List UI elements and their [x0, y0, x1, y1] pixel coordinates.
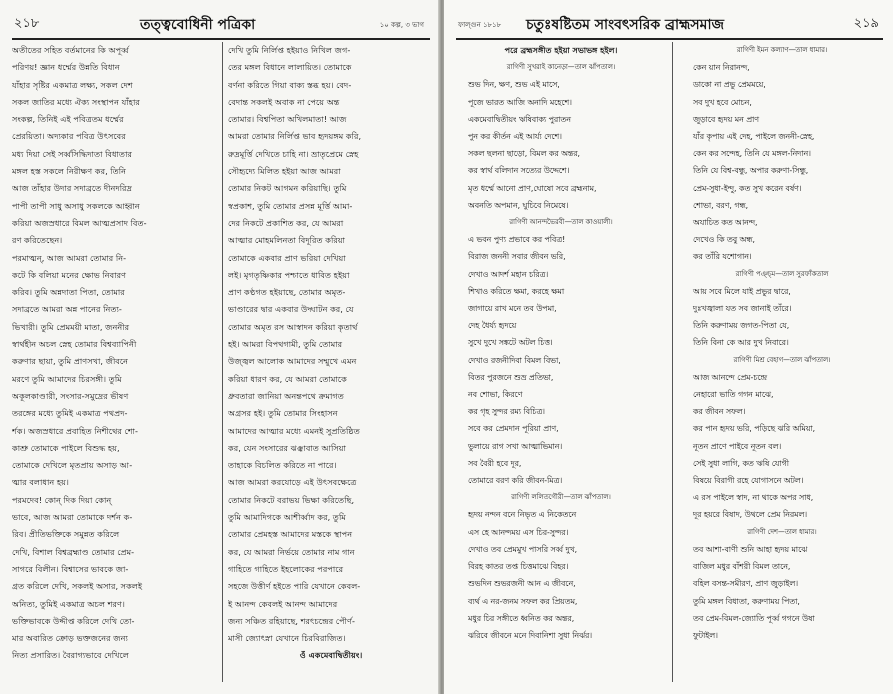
text-line: মঙ্গল হস্ত সকলে নিরীক্ষণ কর, তিনি	[12, 166, 127, 177]
text-line: ভাবে, আজ আমরা তোমাকে দর্শন ক-	[12, 512, 133, 523]
verse-line: এ ভবন পুণ্য প্রভাবে কর পবিত্র!	[468, 235, 566, 245]
month-label: ফাল্গুন ১৮১৮	[458, 21, 502, 29]
text-line: বর্ণনা করিতে গিয়া বাক্য স্তব্ধ হয়। বেদ-	[228, 79, 352, 90]
text-line: তোমার অমৃত রস আস্বাদন করিয়া কৃতার্থ	[228, 321, 358, 332]
text-line: গ্রত করিলে দেখি, সকলই অসার, সকলই	[12, 581, 143, 592]
text-line: মাসী জ্যোৎস্না যেখানে চিরবিরাজিত।	[228, 633, 346, 644]
text-line: ভিখারী। তুমি প্রেমময়ী মাতা, জননীর	[12, 321, 130, 332]
verse-line: কর তাঁরি যশোগান।	[693, 252, 752, 262]
verse-line: তিনি যে বিশ্ব-বন্ধু, অপার করুণা-সিন্ধু,	[693, 166, 809, 176]
text-line: দেখি, বিশাল বিশ্বব্রহ্মাণ্ড তোমার প্রেম-	[12, 546, 135, 557]
verse-line: বিরাজ জননী সবার জীবন ভরি,	[468, 252, 566, 262]
verse-line: বহিল বসন্ত-সমীরণ, প্রাণ জুড়াইল।	[693, 579, 799, 589]
left-page	[0, 0, 440, 694]
text-line: সহজে উত্তীর্ণ হইতে পারি যেখানে কেবল-	[228, 581, 361, 592]
text-line: কর, যেন সংসারের ঝঞ্ঝাবাত আসিয়া	[228, 442, 347, 453]
verse-line: ঝরিবে জীবনে মনে দিবানিশা সুধা নির্ঝর।	[468, 630, 593, 640]
text-line: গাহিতে গাহিতে ইহলোকের পরপারে	[228, 563, 344, 574]
raga-tala-heading: রাগিণী পঞ্চ্ম—তাল সুরফাঁকতাল	[735, 269, 829, 278]
text-line: তোমাকে একবার প্রাণ ভরিয়া দেখিয়া	[228, 252, 346, 263]
verse-line: কর পান হৃদয় ভরি, পড়িছে ঝরি অমিয়া,	[693, 424, 816, 434]
text-line: র্শক। অজস্রধারে প্রবাহিত নিশীথের শো-	[12, 425, 138, 436]
verse-line: এস হে আনন্দময় এস চির-সুন্দর।	[468, 527, 569, 537]
text-line: তোমাকে দেখিলে মৃতপ্রায় অসাড় আ-	[12, 460, 133, 471]
text-line: পরমদেব! কোন্ দিক দিয়া কোন্	[12, 494, 112, 505]
verse-line: বিষয়ে বিরাগী রহে যোগাসনে অটল।	[693, 476, 804, 486]
verse-line: ভুলায়ে রাগ সখা আত্মাভিমান।	[468, 441, 563, 451]
text-line: দেখি তুমি নির্লিপ্ত হইয়াও নিখিল জগ-	[228, 45, 351, 55]
verse-line: জাগায়ে রাখ মনে তব উপমা,	[468, 304, 557, 314]
text-line: রিব। প্রীতিভক্তিকে সমুন্নত করিলে	[12, 529, 120, 540]
verse-line: একমেবাদ্বিতীয়ং ঋষিবাক্য পুরাতন	[468, 114, 571, 124]
verse-line: আজ আনন্দে প্রেম-চন্দ্রে	[693, 372, 767, 382]
text-line: জন্য সঞ্চিত রহিয়াছে, শরৎচন্দ্রের পৌর্ণ-	[228, 615, 355, 626]
closing-mantra: ওঁ একমেবাদ্বিতীয়ং।	[299, 650, 363, 661]
verse-line: কর গৃহ সুন্দর রম্য বিচিত্র।	[468, 407, 545, 417]
verse-line: ফুটাইল।	[693, 630, 718, 640]
text-line: হই। আমরা বিপথগামী, তুমি তোমার	[228, 339, 343, 350]
left-page-number: ২১৮	[14, 16, 40, 31]
text-line: রণ করিতেছেন।	[12, 235, 63, 246]
text-line: সৌহৃদ্যে মিলিত হইয়া আজ আমরা	[228, 166, 341, 177]
verse-line: শোভা, বরণ, গন্ধ,	[693, 200, 749, 210]
verse-line: দেখাও তব প্রেমমুখ পাসরি সর্ব্ব দুখ,	[468, 544, 578, 554]
verse-line: কর জীবন সফল।	[693, 407, 746, 417]
verse-line: দেহ ধৈর্য্য হৃদয়ে	[468, 321, 517, 331]
text-line: অতীতের সহিত বর্তমানের কি অপূর্ব্ব	[12, 45, 129, 55]
text-line: আজ আমরা করযোড়ে এই উৎসবক্ষেত্রে	[228, 477, 357, 488]
verse-line: পুন কর কীর্তন এই আর্য্য দেশে।	[468, 132, 562, 142]
verse-line: সুখে দুখে সঙ্কটে অটল চিত্ত।	[468, 338, 553, 348]
verse-line: যাঁর কৃপায় এই দেহ, পাইলে জননী-স্নেহ,	[693, 132, 815, 142]
text-line: অকূলকাণ্ডারী, সংসার-সমুদ্রের ভীষণ	[12, 390, 129, 401]
verse-line: তিনি করুণাময় জগত-পিতা যে,	[693, 321, 790, 331]
text-line: করিয়া ধারণ কর, যে আমরা তোমাকে	[228, 373, 347, 384]
text-line: স্বার্থহীন অচল স্নেহ তোমার বিশ্বব্যাপিনী	[12, 339, 137, 350]
column-divider-right	[672, 42, 673, 682]
text-line: অগ্রসর হই। তুমি তোমার সিংহাসন	[228, 408, 338, 419]
text-line: যাঁহার সৃষ্টির একমাত্র লক্ষ্য, সকল দেশ	[12, 79, 133, 90]
running-title: চতুঃষষ্টিতম সাংবৎসরিক ব্রাহ্মসমাজ	[526, 17, 725, 33]
text-line: কর, যে আমরা নির্ভয়ে তোমার নাম গান	[228, 546, 355, 557]
verse-line: দেখেও কি তবু অন্ধ,	[693, 235, 755, 245]
left-column-2	[228, 42, 434, 690]
verse-line: তোমারে বরণ করি জীবন-মিত্র।	[468, 476, 563, 486]
verse-line: তব আশা-বাণী শুনি আহা হৃদয় মাঝে	[693, 544, 808, 554]
verse-line: শুভ দিন, ক্ষণ, শুভ এই মাসে,	[468, 80, 560, 90]
verse-line: সবে কর প্রেমদান পূরিয়া প্রাণ,	[468, 424, 559, 434]
text-line: সংকল্প, তিনিই এই পবিত্রতম ধর্ম্মের	[12, 114, 124, 125]
raga-tala-heading: রাগিণী মিশ্র বেহাগ—তাল ঝাঁপতাল।	[733, 355, 831, 364]
verse-line: নেহারো ভাতি গগন মাঝে,	[693, 390, 774, 400]
text-line: তুমি আমাদিগকে আশীর্ব্বাদ কর, তুমি	[228, 512, 346, 523]
verse-line: বাজিল মধুর বাঁশরী বিমল তানে,	[693, 562, 791, 572]
section-note: পরে ব্রহ্মসঙ্গীত হইয়া সভাভঙ্গ হইল।	[504, 46, 618, 55]
verse-line: মধুর চির সঙ্গীতে ধ্বনিত কর অন্তর,	[468, 613, 575, 623]
verse-line: পূজে ভারত আজি অনাদি মহেশে।	[468, 97, 572, 107]
right-column-1	[454, 42, 668, 690]
text-line: ভাণ্ডারের দ্বার একবার উদ্ঘাটন কর, যে	[228, 304, 354, 315]
text-line: দের নিকটে প্রকাশিত কর, যে আমরা	[228, 217, 344, 228]
text-line: তের মঙ্গল বিধানে লালায়িত। তোমাকে	[228, 62, 352, 73]
left-column-1	[12, 42, 218, 690]
verse-line: এ রস পাইলে স্বাদ, না থাকে অপর সাধ,	[693, 493, 814, 503]
text-line: ই আনন্দ কেবলই আনন্দ আমাদের	[228, 598, 338, 609]
text-line: মার অবারিত ক্রোড় ভক্তজনের জন্য	[12, 633, 128, 644]
text-line: মরণে তুমি আমাদের চিরসঙ্গী। তুমি	[12, 373, 122, 384]
raga-tala-heading: রাগিণী ললিতগৌরী—তাল ঝাঁপতাল।	[511, 493, 611, 502]
text-line: পাপী তাপী সাধু অসাধু সকলকে আহ্বান	[12, 200, 140, 211]
verse-line: মৃত ধর্ম্মে আনো প্রাণ,ঘোষো সবে ব্রহ্মনাম,	[468, 183, 597, 193]
text-line: অনিত্য, তুমিই একমাত্র অচল শরণ।	[12, 598, 125, 609]
verse-line: তুমি মঙ্গল বিধাতা, করুণাময় পিতা,	[693, 596, 800, 606]
text-line: মধ্য দিয়া সেই সর্ব্বসিদ্ধিদাতা বিধাতার	[12, 148, 132, 159]
text-line: ধ্রুবতারা জানিয়া অনন্তপথে ক্রমাগত	[228, 390, 344, 401]
verse-line: ডাকো না প্রভু প্রেমময়ে,	[693, 80, 766, 90]
raga-tala-heading: রাগিণী ইমন কল্যাণ—তাল ধামার।	[736, 46, 828, 54]
left-page-header	[12, 8, 430, 40]
verse-line: শুভদিন শুভরজনী আন এ জীবনে,	[468, 579, 576, 589]
text-line: সকল জাতির মধ্যে ঐক্য সংস্থাপন যাঁহার	[12, 96, 140, 107]
verse-line: প্রেম-সুধা-ইন্দু, কত সুখ করেন বর্ষণ।	[693, 183, 802, 193]
verse-line: দেখাও আদর্শ মহান চরিত্র।	[468, 269, 549, 279]
text-line: করুণার ছায়া, তুমি প্রাণসখা, জীবনে	[12, 356, 129, 367]
raga-tala-heading: রাগিণী দেশ—তাল ধামার।	[747, 527, 817, 536]
text-line: বেদান্ত সকলই অবাক না পেয়ে অন্ত	[228, 96, 340, 107]
text-line: আত্মার মোহমলিনতা বিদূরিত করিয়া	[228, 235, 346, 246]
verse-line: তব প্রেম-বিমল-জ্যোতি পূর্ব্ব গগনে উষা	[693, 613, 815, 623]
verse-line: কর স্বার্থ বলিদান সত্যের উদ্দেশে।	[468, 166, 570, 176]
verse-line: নব শোভা, কিরণে	[468, 390, 523, 400]
issue-label: ১০ কল্প, ৩ ভাগ	[379, 21, 424, 29]
verse-line: সেই সুধা লাগি, কত ঋষি যোগী	[693, 458, 789, 468]
verse-line: কেন কর সন্দেহ, তিনি যে মঙ্গল-নিদান।	[693, 149, 811, 159]
text-line: আমরা তোমার নির্লিপ্ত ভাব হৃদয়ঙ্গম করি,	[228, 131, 362, 142]
text-line: উজ্জ্বল আলোক আমাদের সম্মুখে এমন	[228, 356, 357, 367]
verse-line: তিনি বিনা কে আর দুখ নিবারে।	[693, 338, 789, 348]
text-line: পরমাত্মন্, আজ আমরা তোমার নি-	[12, 252, 127, 263]
text-line: আমাদের আত্মার মধ্যে এমনই সুপ্রতিষ্ঠিত	[228, 425, 360, 436]
right-page-number: ২১৯	[853, 16, 879, 31]
text-line: প্রাণ কণ্ঠগত হইয়াছে, তোমার অমৃত-	[228, 287, 346, 298]
verse-line: বিতর পুরজনে শুভ্র প্রতিভা,	[468, 372, 554, 382]
text-line: তোমার নিকটে বরাভয় ভিক্ষা করিতেছি,	[228, 494, 355, 505]
text-line: সদাব্রতে আমরা অন্ন পানের নিত্য-	[12, 304, 122, 315]
text-line: তোমার প্রেমহস্ত আমাদের মস্তকে স্থাপন	[228, 529, 353, 540]
verse-line: হৃদয় নন্দন বনে নিভৃত এ নিকেতনে	[468, 510, 577, 520]
verse-line: আয় সবে মিলে যাই প্রভুর দ্বারে,	[693, 286, 791, 296]
verse-line: সব দুখ হবে মোচন,	[693, 97, 752, 107]
text-line: তোমার নিকট আগমন করিয়াছি। তুমি	[228, 183, 347, 194]
verse-line: দুঃখজ্বালা যত সব জানাই তাঁরে।	[693, 304, 792, 314]
verse-line: নূতন প্রাণে পাইবে নূতন বল।	[693, 441, 782, 451]
text-line: কাশ্রু তোমাকে পাইলে বিশুদ্ধ হয়,	[12, 442, 120, 453]
verse-line: দূর হয়রে বিষাদ, উথলে প্রেম নিরমল।	[693, 510, 808, 520]
text-line: ভক্তিভাবকে উদ্দীপ্ত করিলে দেখি তো-	[12, 615, 135, 626]
text-line: করিব। তুমি অন্নদাতা পিতা, তোমার	[12, 287, 125, 298]
text-line: কটে কি বলিয়া মনের ক্ষোভ নিবারণ	[12, 269, 127, 280]
text-line: পরিণয়! জ্ঞান ধর্ম্মের উন্নতি বিধান	[12, 62, 120, 73]
text-line: আজ তাঁহার উদার সদাব্রতে দীনদরিদ্র	[12, 183, 133, 194]
text-line: ত্মার বলাধান হয়।	[12, 477, 69, 488]
raga-tala-heading: রাগিণী আনন্দভৈরবী—তাল কাওয়ালী।	[509, 218, 613, 227]
verse-line: অবনতি অপমান, ঘুচিবে নিমেষে।	[468, 200, 569, 210]
text-line: নিত্য প্রসারিত। বৈরাগ্যভাবে দেখিলে	[12, 650, 129, 661]
verse-line: কেন য়ান নিরানন্দ,	[693, 63, 750, 73]
verse-line: ব্যর্থ এ নর-জনম সফল কর প্রিয়তম,	[468, 596, 578, 606]
right-page	[444, 0, 893, 694]
right-page-header	[456, 8, 883, 40]
text-line: করিয়া অজস্রধারে বিমল আত্মপ্রসাদ বিত-	[12, 217, 147, 228]
text-line: তোমার। বিশ্বপিতা অখিলমাতা! আজ	[228, 114, 347, 125]
journal-title: তত্ত্ববোধিনী পত্রিকা	[140, 17, 256, 33]
verse-line: সব বৈরী হবে দূর,	[468, 458, 522, 468]
text-line: লই। মৃগতৃষ্ণিকার পশ্চাতে ধাবিত হইয়া	[228, 269, 350, 280]
verse-line: সকল ছলনা ছাড়ো, বিমল কর অন্তর,	[468, 149, 581, 159]
verse-line: অযাচিত কত আনন্দ,	[693, 218, 758, 228]
text-line: তাহাকে বিচলিত করিতে না পারে।	[228, 460, 337, 471]
text-line: স্বপ্রকাশ, তুমি তোমার প্রসন্ন মূর্ত্তি আমা-	[228, 200, 353, 211]
text-line: সাগরে বিলীন। বিশ্বাসের ভাবকে জা-	[12, 563, 129, 574]
text-line: তরঙ্গের মধ্যে তুমিই একমাত্র পথপ্রদ-	[12, 408, 128, 419]
verse-line: জুড়াবে হৃদয় মন প্রাণ	[693, 114, 760, 124]
raga-tala-heading: রাগিণী সুখরাই কানেড়া—তাল ঝাঁপতাল।	[506, 63, 616, 72]
verse-line: শিখাও করিতে ক্ষমা, করহে ক্ষমা	[468, 286, 565, 296]
right-column-2	[677, 42, 887, 690]
column-divider	[222, 42, 223, 682]
text-line: রুদ্রমূর্ত্তি দেখিতে চাহি না। ভ্রাতৃপ্রেমে স্নেহ	[228, 148, 359, 159]
text-line: প্রেরয়িতা। অদ্যকার পবিত্র উৎসবের	[12, 131, 126, 142]
verse-line: বিরহ কাতর তপ্ত চিত্তমাঝে বিহর।	[468, 562, 569, 572]
verse-line: দেখাও রজনীদিবা বিমল বিভা,	[468, 355, 561, 365]
